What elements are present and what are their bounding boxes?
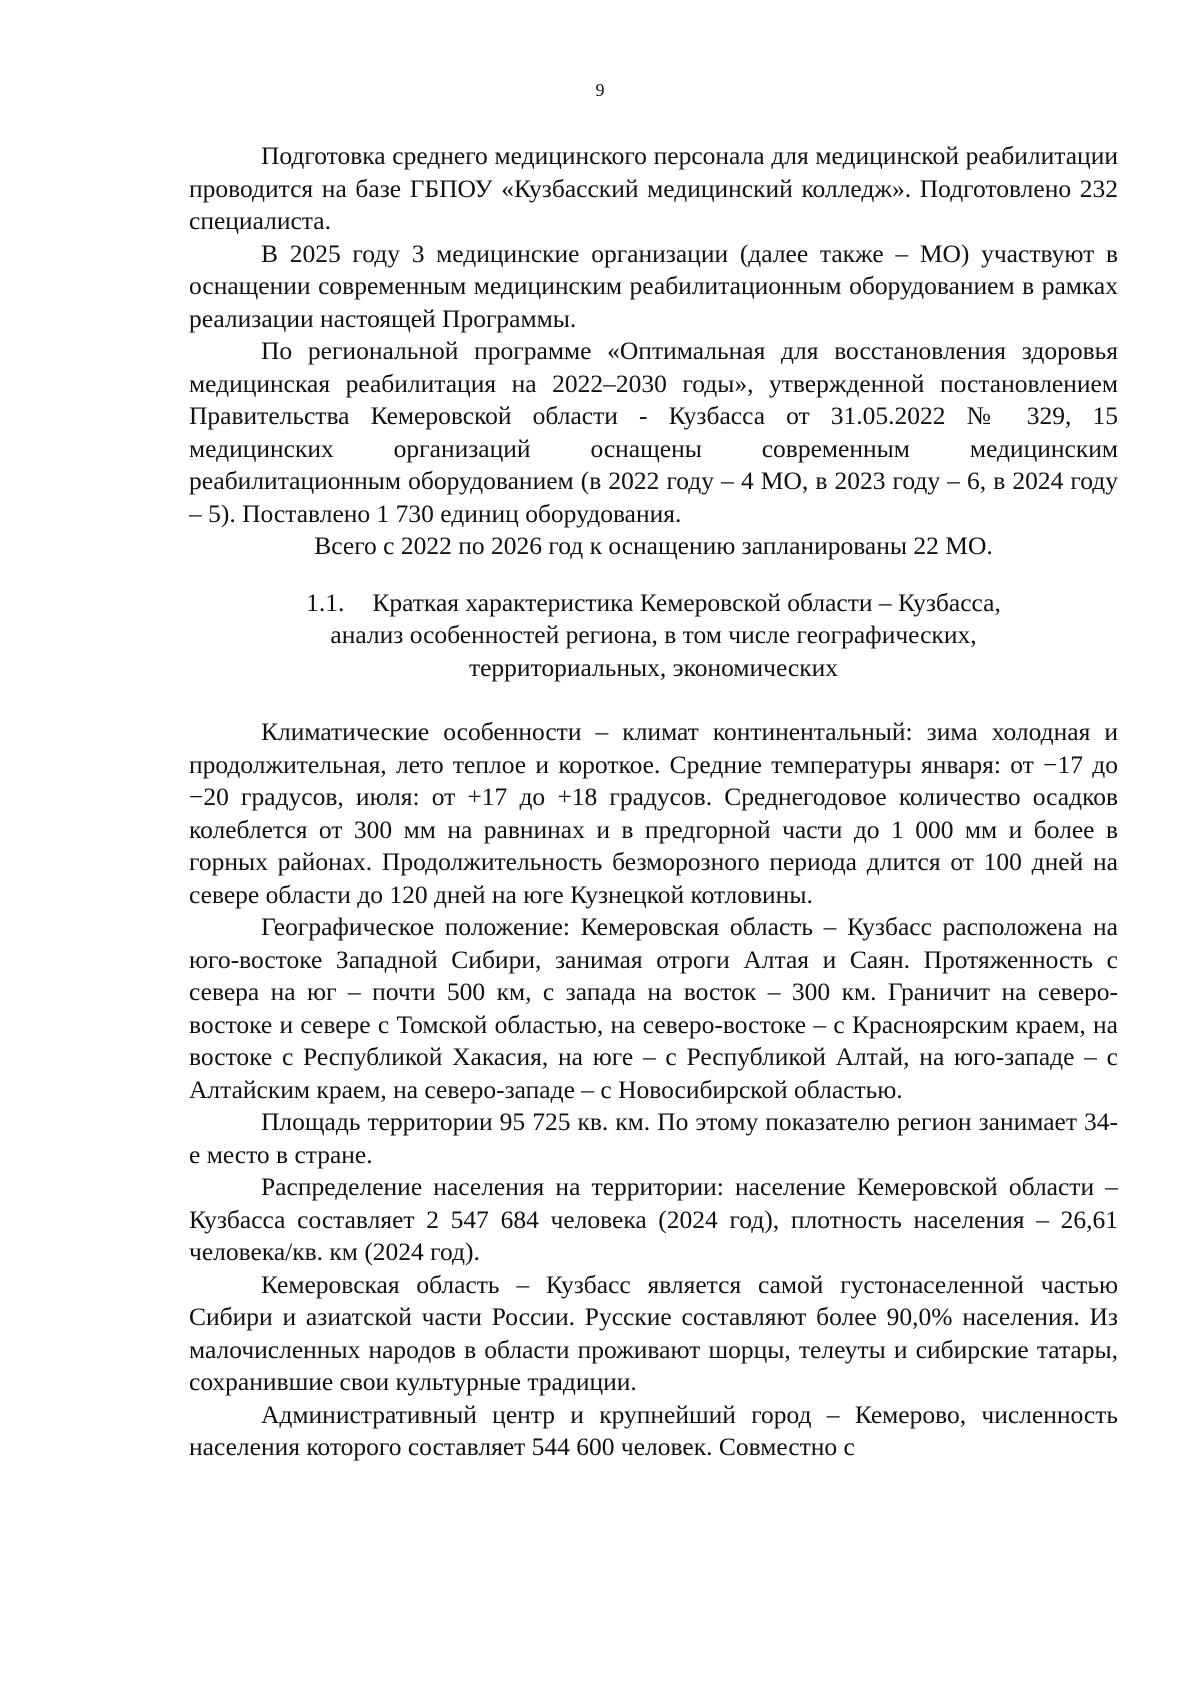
paragraph-geography: Географическое положение: Кемеровская область – Кузбасс расположена на юго-востоке Западной Сибири, занимая отроги Алтая и Саян. Протяженность с севера на юг – почти 500 км, с запада на восток – 300 км. Граничит на северо-востоке и севере с Томской областью, на северо-востоке – с Красноярским краем, на востоке с Республикой Хакасия, на юге – с Республикой Алтай, на юго-западе – с Алтайским краем, на северо-западе – с Новосибирской областью. bbox=[189, 912, 1118, 1104]
section-title-line-3: территориальных, экономических bbox=[468, 652, 839, 682]
paragraph-admin-center: Административный центр и крупнейший город – Кемерово, численность населения которого составляет 544 600 человек. Совместно с bbox=[189, 1399, 1118, 1461]
section-title-line-2: анализ особенностей региона, в том числе географических, bbox=[330, 620, 977, 649]
paragraph-population: Распределение населения на территории: население Кемеровской области – Кузбасса составляет 2 547 684 человека (2024 год), плотность населения – 26,61 человека/кв. км (2024 год). bbox=[189, 1172, 1118, 1266]
section-number: 1.1. bbox=[306, 587, 345, 617]
document-body bbox=[189, 140, 1118, 1464]
paragraph-ethnic: Кемеровская область – Кузбасс является самой густонаселенной частью Сибири и азиатской части России. Русские составляют более 90,0% населения. Из малочисленных народов в области проживают шорцы, телеуты и сибирские татары, сохранившие свои культурные традиции. bbox=[189, 1269, 1118, 1396]
section-heading bbox=[189, 587, 1118, 685]
paragraph-total-planned: Всего с 2022 по 2026 год к оснащению запланированы 22 МО. bbox=[314, 531, 993, 560]
section-title-line-1: Краткая характеристика Кемеровской области – Кузбасса, bbox=[372, 587, 1001, 617]
paragraph-area: Площадь территории 95 725 кв. км. По этому показателю регион занимает 34-е место в стране. bbox=[189, 1107, 1118, 1169]
paragraph-regional-program: По региональной программе «Оптимальная для восстановления здоровья медицинская реабилитация на 2022–2030 годы», утвержденной постановлением Правительства Кемеровской области - Кузбасса от 31.05.2022 № 329, 15 медицинских организаций оснащены современным медицинским реабилитационным оборудованием (в 2022 году – 4 МО, в 2023 году – 6, в 2024 году – 5). Поставлено 1 730 единиц оборудования. bbox=[189, 336, 1118, 528]
paragraph-climate: Климатические особенности – климат континентальный: зима холодная и продолжительная, лето теплое и короткое. Средние температуры января: от −17 до −20 градусов, июля: от +17 до +18 градусов. Среднегодовое количество осадков колеблется от 300 мм на равнинах и в предгорной части до 1 000 мм и более в горных районах. Продолжительность безморозного периода длится от 100 дней на севере области до 120 дней на юге Кузнецкой котловины. bbox=[189, 717, 1118, 909]
paragraph-equipment-2025: В 2025 году 3 медицинские организации (далее также – МО) участвуют в оснащении современным медицинским реабилитационным оборудованием в рамках реализации настоящей Программы. bbox=[189, 238, 1118, 333]
page-number: 9 bbox=[595, 80, 605, 100]
paragraph-staff-training: Подготовка среднего медицинского персонала для медицинской реабилитации проводится на базе ГБПОУ «Кузбасский медицинский колледж». Подготовлено 232 специалиста. bbox=[189, 141, 1118, 235]
